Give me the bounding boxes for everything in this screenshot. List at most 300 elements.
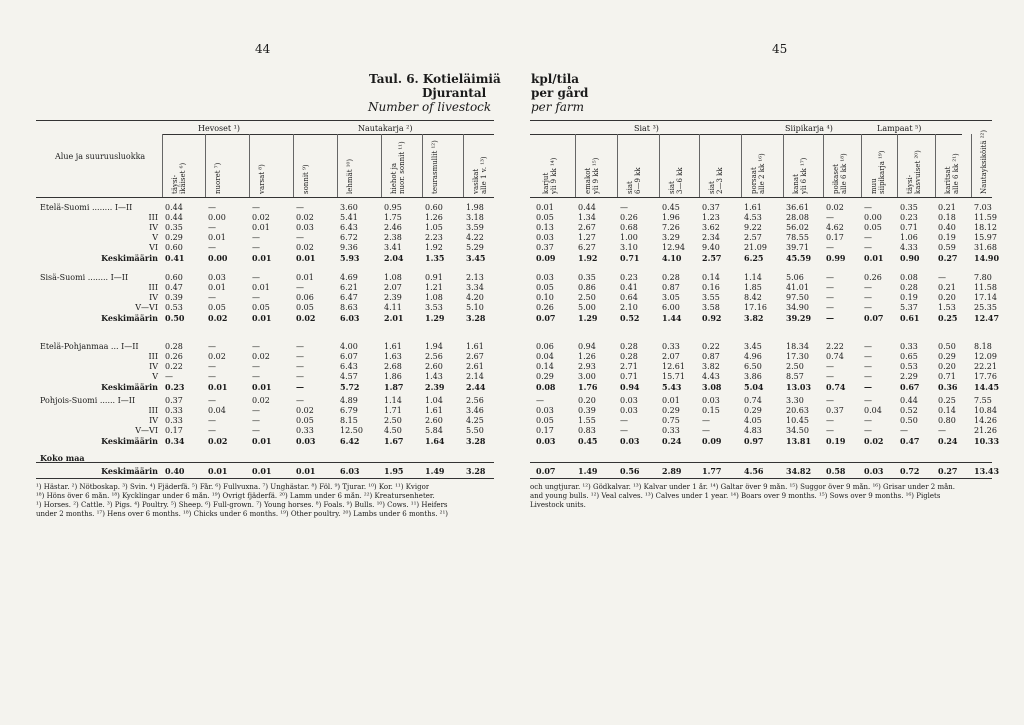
cell: — [864,396,872,405]
cell: 0.74 [826,352,844,361]
cell: 5.10 [466,303,484,312]
cell: — [252,426,260,435]
cell: — [864,426,872,435]
cell: 0.10 [536,293,554,302]
cell: — [208,416,216,425]
cell: 3.59 [466,223,484,232]
cell: — [208,396,216,405]
size-class-label: IV [149,362,158,371]
cell: 5.37 [900,303,918,312]
cell: 2.56 [425,352,443,361]
cell: 0.39 [578,406,596,415]
column-divider [293,134,294,197]
cell: — [252,362,260,371]
cell: 39.29 [786,313,812,323]
cell: 17.16 [744,303,767,312]
cell: 0.20 [938,293,956,302]
cell: 0.05 [252,303,270,312]
cell: 0.03 [620,396,638,405]
cell: 2.67 [466,352,484,361]
cell: 0.01 [252,253,272,263]
cell: — [620,416,628,425]
cell: 1.67 [384,436,404,446]
cell: 0.33 [662,342,680,351]
total-cell: 1.77 [702,466,722,476]
column-header-left-2: nuoret ⁷) [214,162,222,194]
cell: 2.22 [826,342,844,351]
cell: 0.06 [536,342,554,351]
average-label: Keskimäärin [101,313,158,323]
cell: 1.71 [384,406,402,415]
cell: — [864,233,872,242]
cell: — [826,426,834,435]
cell: 1.14 [384,396,402,405]
column-divider [249,134,250,197]
cell: 0.01 [252,436,272,446]
cell: 7.55 [974,396,992,405]
cell: 0.03 [620,436,640,446]
cell: — [864,352,872,361]
cell: 4.43 [702,372,720,381]
cell: 1.29 [425,313,445,323]
cell: 3.82 [744,313,764,323]
cell: 0.04 [864,406,882,415]
cell: 0.35 [900,203,918,212]
cell: 5.84 [425,426,443,435]
cell: 2.38 [384,233,402,242]
cell: 0.94 [578,342,596,351]
cell: — [826,283,834,292]
cell: 0.15 [702,406,720,415]
group-head-siipikarja: Siipikarja ⁴) [785,124,833,133]
unit-title-swedish: per gård [531,86,589,100]
cell: 1.21 [425,283,443,292]
cell: — [252,293,260,302]
cell: — [826,273,834,282]
cell: 14.45 [974,382,1000,392]
total-cell: 0.07 [536,466,556,476]
cell: 1.61 [384,342,402,351]
cell: 0.34 [165,436,185,446]
column-header-left-3: varsat ⁸) [258,164,266,194]
cell: 0.26 [536,303,554,312]
cell: — [252,406,260,415]
cell: 4.20 [466,293,484,302]
cell: 12.47 [974,313,1000,323]
cell: 0.01 [296,273,314,282]
size-class-label: V [152,372,158,381]
cell: 5.43 [662,382,682,392]
cell: 3.86 [744,372,762,381]
cell: 28.08 [786,213,809,222]
cell: 6.03 [340,313,360,323]
cell: 4.33 [900,243,918,252]
cell: 10.84 [974,406,997,415]
cell: 2.07 [384,283,402,292]
cell: 5.04 [744,382,764,392]
cell: — [864,293,872,302]
cell: 22.21 [974,362,997,371]
cell: — [826,243,834,252]
cell: 0.25 [938,313,958,323]
cell: 0.50 [165,313,185,323]
cell: 2.44 [466,382,486,392]
total-cell: 6.03 [340,466,360,476]
cell: 0.03 [208,273,226,282]
cell: 17.30 [786,352,809,361]
total-cell: 34.82 [786,466,812,476]
total-cell: 0.58 [826,466,846,476]
cell: 0.37 [536,243,554,252]
cell: — [864,283,872,292]
column-divider [617,134,618,197]
cell: — [208,362,216,371]
cell: 0.44 [900,396,918,405]
cell: 3.05 [662,293,680,302]
cell: 1.08 [425,293,443,302]
page-number-left: 44 [255,42,271,56]
cell: 0.01 [536,203,554,212]
total-cell: 1.95 [384,466,404,476]
cell: 4.57 [340,372,358,381]
cell: 0.02 [296,406,314,415]
cell: 8.63 [340,303,358,312]
cell: 3.55 [702,293,720,302]
cell: 21.26 [974,426,997,435]
cell: — [296,396,304,405]
cell: 2.50 [384,416,402,425]
cell: 4.89 [340,396,358,405]
total-cell: 0.01 [252,466,272,476]
total-top-rule-right [530,462,992,463]
column-divider [971,134,972,197]
cell: 0.01 [864,253,884,263]
cell: 13.81 [786,436,812,446]
cell: 0.40 [938,223,956,232]
cell: 3.30 [786,396,804,405]
total-cell: 0.72 [900,466,920,476]
cell: 4.69 [340,273,358,282]
cell: 1.34 [578,213,596,222]
cell: 15.71 [662,372,685,381]
unit-title-english: per farm [531,100,585,114]
cell: 3.82 [702,362,720,371]
cell: 0.52 [620,313,640,323]
cell: 0.01 [252,223,270,232]
cell: — [702,426,710,435]
cell: 0.83 [578,426,596,435]
cell: 1.06 [900,233,918,242]
cell: 0.74 [826,382,846,392]
cell: 0.05 [208,303,226,312]
cell: — [826,313,834,323]
cell: 0.04 [208,406,226,415]
cell: 1.98 [466,203,484,212]
cell: 2.61 [466,362,484,371]
cell: 6.27 [578,243,596,252]
column-divider [162,134,163,197]
cell: 2.23 [425,233,443,242]
cell: 9.40 [702,243,720,252]
cell: 3.60 [340,203,358,212]
group-head-siat: Siat ³) [634,124,659,133]
cell: 6.42 [340,436,360,446]
cell: 12.94 [662,243,685,252]
column-divider [659,134,660,197]
cell: 0.23 [620,273,638,282]
cell: — [620,203,628,212]
cell: 5.93 [340,253,360,263]
cell: 1.53 [938,303,956,312]
cell: 1.26 [578,352,596,361]
total-cell: 0.40 [165,466,185,476]
cell: 41.01 [786,283,809,292]
cell: — [826,416,834,425]
column-header-right-7: kanat yli 6 kk ¹⁷) [792,157,808,194]
cell: 0.05 [296,303,314,312]
cell: 1.04 [425,396,443,405]
cell: 1.86 [384,372,402,381]
cell: — [296,342,304,351]
cell: 2.29 [900,372,918,381]
size-class-label: V [152,233,158,242]
cell: 1.05 [425,223,443,232]
cell: 0.29 [744,406,762,415]
cell: 0.59 [938,243,956,252]
cell: 0.06 [296,293,314,302]
group-rule-left [162,134,494,135]
cell: 12.50 [340,426,363,435]
cell: 2.56 [466,396,484,405]
cell: 21.09 [744,243,767,252]
cell: 12.61 [662,362,685,371]
cell: 0.20 [938,362,956,371]
cell: — [296,283,304,292]
cell: 0.09 [536,253,556,263]
cell: 0.33 [165,416,183,425]
cell: 1.76 [578,382,598,392]
cell: 0.02 [296,243,314,252]
koko-maa-label: Koko maa [40,453,85,463]
cell: 25.35 [974,303,997,312]
total-cell: 1.49 [425,466,445,476]
cell: 0.02 [296,213,314,222]
cell: 0.53 [900,362,918,371]
cell: 2.13 [466,273,484,282]
cell: — [296,372,304,381]
cell: 10.45 [786,416,809,425]
column-divider [463,134,464,197]
cell: 0.25 [938,396,956,405]
cell: 0.01 [208,283,226,292]
cell: — [252,416,260,425]
cell: 2.93 [578,362,596,371]
cell: 13.03 [786,382,812,392]
cell: 5.50 [466,426,484,435]
cell: 0.95 [384,203,402,212]
cell: 78.55 [786,233,809,242]
size-class-label: IV [149,223,158,232]
cell: — [208,293,216,302]
cell: 2.39 [384,293,402,302]
table-bottom-rule-left [36,478,494,479]
cell: 0.71 [900,223,918,232]
cell: 15.97 [974,233,997,242]
cell: 0.39 [165,293,183,302]
cell: 0.02 [296,313,316,323]
cell: — [208,223,216,232]
cell: 0.17 [536,426,554,435]
cell: — [252,273,260,282]
cell: 0.36 [938,382,958,392]
cell: — [826,213,834,222]
cell: 45.59 [786,253,812,263]
table-title-swedish: Djurantal [422,86,487,100]
cell: 4.22 [466,233,484,242]
cell: 6.21 [340,283,358,292]
cell: 2.57 [744,233,762,242]
column-header-right-11: karitsat alle 6 kk ²¹) [944,153,960,194]
column-divider [575,134,576,197]
cell: 0.19 [826,436,846,446]
cell: — [864,243,872,252]
total-cell: 0.03 [864,466,884,476]
cell: — [702,416,710,425]
cell: 0.50 [900,416,918,425]
cell: 6.50 [744,362,762,371]
cell: — [252,342,260,351]
size-class-label: III [148,283,158,292]
cell: 0.33 [296,426,314,435]
column-header-right-9: muu siipikarja ¹⁹) [870,150,886,194]
total-average-label: Keskimäärin [101,466,158,476]
cell: 56.02 [786,223,809,232]
cell: — [296,382,304,392]
cell: 0.26 [864,273,882,282]
cell: 4.25 [466,416,484,425]
cell: — [864,416,872,425]
footnote-left: ¹) Horses. ²) Cattle. ³) Pigs. ⁴) Poultry. ⁵) Sheep. ⁶) Full-grown. ⁷) Young horses. ⁸) Foals. ⁹) Bulls. ¹⁰) Cows. ¹¹) Heifers [36,501,448,509]
cell: 0.71 [620,372,638,381]
cell: 2.68 [384,362,402,371]
cell: 0.52 [900,406,918,415]
cell: 0.02 [208,313,228,323]
cell: 0.80 [938,416,956,425]
cell: 0.29 [536,372,554,381]
cell: 6.43 [340,362,358,371]
cell: 1.35 [425,253,445,263]
cell: — [296,362,304,371]
cell: 0.92 [702,313,722,323]
cell: 0.07 [864,313,884,323]
cell: 0.19 [900,293,918,302]
cell: 0.00 [208,213,226,222]
cell: 0.75 [662,416,680,425]
cell: 1.23 [702,213,720,222]
cell: 0.60 [425,203,443,212]
total-cell: 0.01 [296,466,316,476]
column-divider [205,134,206,197]
cell: 39.71 [786,243,809,252]
cell: 0.13 [536,223,554,232]
cell: 0.01 [208,382,228,392]
cell: 0.24 [662,436,682,446]
cell: 1.43 [425,372,443,381]
cell: 1.00 [620,233,638,242]
cell: 6.79 [340,406,358,415]
cell: 0.53 [165,303,183,312]
cell: 0.24 [938,436,958,446]
cell: 0.02 [826,203,844,212]
cell: 0.03 [702,396,720,405]
cell: 31.68 [974,243,997,252]
cell: — [864,372,872,381]
cell: 2.60 [425,416,443,425]
column-header-right-1: karjut yli 9 kk ¹⁴) [542,157,558,194]
cell: 1.92 [578,253,598,263]
cell: 1.27 [578,233,596,242]
column-header-left-8: vasikat alle 1 v. ¹³) [472,156,488,194]
column-divider [381,134,382,197]
cell: 0.02 [252,213,270,222]
cell: 0.02 [208,352,226,361]
total-cell: 0.27 [938,466,958,476]
cell: 0.50 [938,342,956,351]
cell: 0.17 [165,426,183,435]
cell: 2.14 [466,372,484,381]
cell: — [826,372,834,381]
cell: 0.02 [252,396,270,405]
cell: 0.14 [938,406,956,415]
cell: — [252,243,260,252]
cell: 3.28 [466,436,486,446]
cell: 4.05 [744,416,762,425]
cell: 2.60 [425,362,443,371]
cell: 8.18 [974,342,992,351]
cell: 0.03 [536,233,554,242]
cell: — [208,426,216,435]
cell: 4.00 [340,342,358,351]
column-header-right-5: siat 2—3 kk [708,167,724,194]
footnote-left: under 2 months. ¹⁷) Hens over 6 months. ¹⁸) Chicks under 6 months. ¹⁹) Other poultry. ²⁰) Lambs under 6 months. ²¹) [36,510,449,518]
cell: 0.60 [165,273,183,282]
cell: 0.03 [536,436,556,446]
cell: 1.61 [466,342,484,351]
unit-title-finnish: kpl/tila [531,72,580,86]
cell: 0.01 [296,253,316,263]
cell: 0.64 [620,293,638,302]
cell: 2.67 [578,223,596,232]
cell: 1.75 [384,213,402,222]
cell: 5.06 [786,273,804,282]
column-divider [337,134,338,197]
cell: 0.26 [620,213,638,222]
cell: 1.96 [662,213,680,222]
cell: 3.08 [702,382,722,392]
cell: — [208,203,216,212]
cell: — [864,303,872,312]
cell: 0.35 [578,273,596,282]
cell: 0.05 [536,213,554,222]
cell: 0.44 [165,213,183,222]
cell: 0.67 [900,382,920,392]
column-divider [935,134,936,197]
cell: 2.34 [702,233,720,242]
average-label: Keskimäärin [101,382,158,392]
cell: 0.19 [938,233,956,242]
cell: 4.62 [826,223,844,232]
cell: 18.12 [974,223,997,232]
